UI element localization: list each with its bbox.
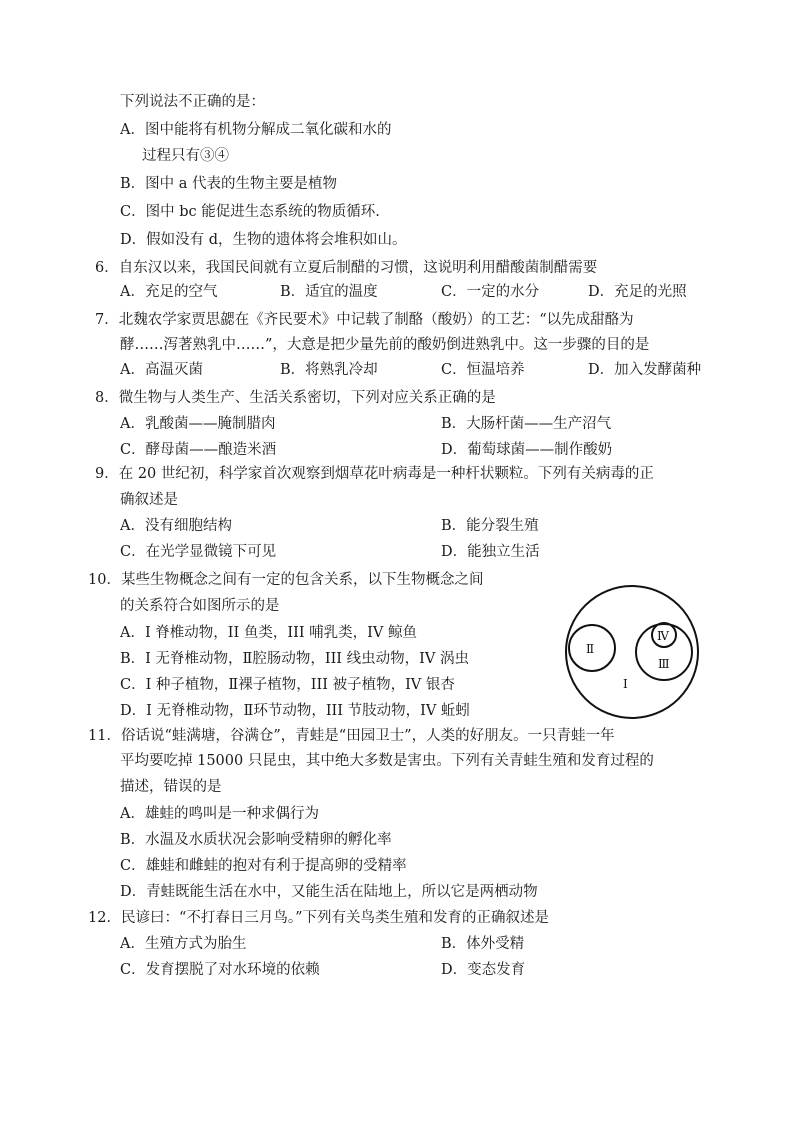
q11-stem-line1: 11．俗话说“蛙满塘，谷满仓”，青蛙是“田园卫士”，人类的好朋友。一只青蛙一年 (88, 728, 615, 744)
q10-option-b: B．I 无脊椎动物，Ⅱ腔肠动物，III 线虫动物，IV 涡虫 (120, 651, 469, 667)
q6-option-d: D．充足的光照 (588, 284, 687, 300)
q10-option-d: D．I 无脊椎动物，Ⅱ环节动物，III 节肢动物，IV 蚯蚓 (120, 703, 470, 719)
q6-option-c: C．一定的水分 (441, 284, 540, 300)
q9-stem-line1: 9．在 20 世纪初，科学家首次观察到烟草花叶病毒是一种杆状颗粒。下列有关病毒的正 (95, 466, 654, 482)
q7-option-b: B．将熟乳冷却 (280, 362, 378, 378)
q11-option-a: A．雄蛙的鸣叫是一种求偶行为 (120, 806, 319, 822)
label-i: I (623, 677, 628, 691)
q6-stem: 6．自东汉以来，我国民间就有立夏后制醋的习惯，这说明利用醋酸菌制醋需要 (95, 260, 598, 276)
q5-option-b: B．图中 a 代表的生物主要是植物 (120, 176, 338, 192)
q5-option-d: D．假如没有 d，生物的遗体将会堆积如山。 (120, 232, 407, 248)
q12-option-c: C．发育摆脱了对水环境的依赖 (120, 962, 320, 978)
q12-option-a: A．生殖方式为胎生 (120, 936, 247, 952)
q12-option-b: B．体外受精 (441, 936, 525, 952)
q5-stem: 下列说法不正确的是： (120, 94, 265, 110)
q12-stem: 12．民谚曰：“不打春日三月鸟。”下列有关鸟类生殖和发育的正确叙述是 (88, 910, 550, 926)
q9-option-d: D．能独立生活 (441, 544, 540, 560)
q7-option-a: A．高温灭菌 (120, 362, 203, 378)
q8-option-c: C．酵母菌——酿造米酒 (120, 442, 277, 458)
q5-option-a: A．图中能将有机物分解成二氧化碳和水的 (120, 122, 392, 138)
q11-option-d: D．青蛙既能生活在水中，又能生活在陆地上，所以它是两栖动物 (120, 884, 538, 900)
q10-stem-line2: 的关系符合如图所示的是 (120, 598, 280, 614)
q8-option-d: D．葡萄球菌——制作酸奶 (441, 442, 613, 458)
q11-stem-line2: 平均要吃掉 15000 只昆虫，其中绝大多数是害虫。下列有关青蛙生殖和发育过程的 (120, 753, 654, 769)
label-ii: Ⅱ (586, 642, 595, 656)
q8-stem: 8．微生物与人类生产、生活关系密切，下列对应关系正确的是 (95, 390, 496, 406)
q10-option-c: C．I 种子植物，Ⅱ裸子植物，III 被子植物，IV 银杏 (120, 677, 455, 693)
q6-option-a: A．充足的空气 (120, 284, 218, 300)
q10-stem-line1: 10．某些生物概念之间有一定的包含关系，以下生物概念之间 (88, 572, 484, 588)
q11-option-b: B．水温及水质状况会影响受精卵的孵化率 (120, 832, 392, 848)
q7-stem-line2: 酵……泻著熟乳中……”，大意是把少量先前的酸奶倒进熟乳中。这一步骤的目的是 (120, 337, 650, 353)
label-iv: Ⅳ (657, 629, 669, 643)
q8-option-a: A．乳酸菌——腌制腊肉 (120, 416, 276, 432)
q11-option-c: C．雄蛙和雌蛙的抱对有利于提高卵的受精率 (120, 858, 407, 874)
concept-venn-diagram (560, 580, 710, 730)
q5-option-c: C．图中 bc 能促进生态系统的物质循环. (120, 204, 380, 220)
q6-option-b: B．适宜的温度 (280, 284, 378, 300)
q9-option-c: C．在光学显微镜下可见 (120, 544, 277, 560)
q9-stem-line2: 确叙述是 (120, 492, 178, 508)
q8-option-b: B．大肠杆菌——生产沼气 (441, 416, 612, 432)
q11-stem-line3: 描述，错误的是 (120, 779, 222, 795)
q5-option-a-cont: 过程只有③④ (142, 148, 229, 164)
q7-option-d: D．加入发酵菌种 (588, 362, 702, 378)
q12-option-d: D．变态发育 (441, 962, 526, 978)
q7-stem-line1: 7．北魏农学家贾思勰在《齐民要术》中记载了制酪（酸奶）的工艺：“以先成甜酪为 (95, 312, 634, 328)
q10-option-a: A．I 脊椎动物，II 鱼类，III 哺乳类，IV 鲸鱼 (120, 625, 417, 641)
q7-option-c: C．恒温培养 (441, 362, 525, 378)
q9-option-a: A．没有细胞结构 (120, 518, 232, 534)
q9-option-b: B．能分裂生殖 (441, 518, 539, 534)
label-iii: Ⅲ (658, 657, 670, 671)
